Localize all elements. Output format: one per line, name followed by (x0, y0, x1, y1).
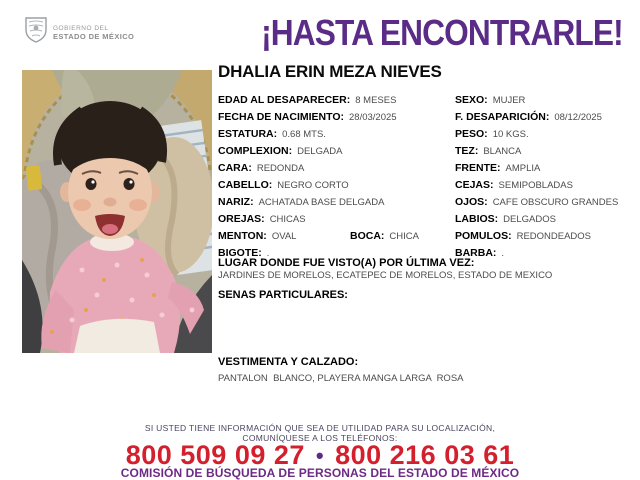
organization-name: COMISIÓN DE BÚSQUEDA DE PERSONAS DEL ESTADO DE MÉXICO (120, 466, 520, 480)
field-label: CEJAS: (455, 179, 494, 191)
field-value: NEGRO CORTO (277, 180, 349, 191)
missing-person-photo (22, 70, 212, 353)
field-label: FECHA DE NACIMIENTO: (218, 111, 344, 123)
field-row (455, 107, 622, 124)
field-label: PESO: (455, 128, 488, 140)
field-row (455, 192, 622, 209)
field-value: CHICAS (269, 214, 306, 225)
field-label: BARBA: (455, 247, 497, 259)
field-label: SEXO: (455, 94, 488, 106)
field-row (455, 141, 622, 158)
field-row (455, 90, 622, 107)
field-row (218, 90, 455, 107)
vestimenta-label: VESTIMENTA Y CALZADO: (218, 356, 359, 368)
field-row (218, 107, 455, 124)
field-value: MUJER (492, 95, 526, 106)
field-row (455, 226, 622, 243)
field-row (455, 209, 622, 226)
field-label: NARIZ: (218, 196, 254, 208)
field-label: TEZ: (455, 145, 479, 157)
field-row (455, 124, 622, 141)
vestimenta-value: PANTALON BLANCO, PLAYERA MANGA LARGA ROSA (218, 373, 464, 384)
logo-text (53, 25, 134, 41)
field-value: . (266, 248, 270, 259)
field-value: . (501, 248, 505, 259)
field-value: SEMIPOBLADAS (498, 180, 573, 191)
phone-number-2: 800 216 03 61 (335, 440, 515, 470)
field-row (455, 158, 622, 175)
phone-number-1: 800 509 09 27 (125, 440, 305, 470)
field-value: 8 MESES (355, 95, 397, 106)
field-row (218, 175, 455, 192)
field-value: REDONDA (256, 163, 305, 174)
attributes-grid (218, 90, 622, 260)
field-value: 28/03/2025 (349, 112, 397, 123)
person-name: DHALIA ERIN MEZA NIEVES (218, 62, 442, 81)
last-seen-label: LUGAR DONDE FUE VISTO(A) POR ÚLTIMA VEZ: (218, 257, 475, 269)
field-row (218, 124, 455, 141)
field-value: CAFE OBSCURO GRANDES (492, 197, 619, 208)
field-value: 10 KGS. (492, 129, 529, 140)
field-value: CHICA (389, 231, 419, 242)
last-seen-value: JARDINES DE MORELOS, ECATEPEC DE MORELOS, ESTADO DE MEXICO (218, 270, 553, 281)
field-row (455, 243, 622, 260)
field-label: COMPLEXION: (218, 145, 293, 157)
field-row (218, 209, 455, 226)
field-label: POMULOS: (455, 230, 512, 242)
field-label: EDAD AL DESAPARECER: (218, 94, 351, 106)
field-label: MENTON: (218, 230, 267, 242)
government-logo (24, 16, 134, 49)
field-label: CABELLO: (218, 179, 273, 191)
field-label: CARA: (218, 162, 252, 174)
field-label: FRENTE: (455, 162, 501, 174)
field-row (218, 192, 455, 209)
field-value: REDONDEADOS (516, 231, 592, 242)
field-label: BIGOTE: (218, 247, 262, 259)
phone-separator-dot: • (315, 443, 325, 468)
field-label: OREJAS: (218, 213, 265, 225)
field-row (455, 175, 622, 192)
field-label: BOCA: (350, 230, 385, 242)
field-boca (350, 226, 419, 244)
field-value: 0.68 MTS. (282, 129, 326, 140)
estado-de-mexico-crest-icon (24, 16, 48, 49)
poster-headline: ¡HASTA ENCONTRARLE! (261, 12, 623, 53)
logo-line2: ESTADO DE MÉXICO (53, 31, 135, 41)
field-value: DELGADA (297, 146, 343, 157)
field-row (218, 141, 455, 158)
field-row (218, 158, 455, 175)
field-row-menton-boca (218, 226, 455, 243)
senas-particulares-label: SENAS PARTICULARES: (218, 289, 348, 301)
field-label: OJOS: (455, 196, 488, 208)
field-value: 08/12/2025 (554, 112, 602, 123)
field-value: BLANCA (483, 146, 522, 157)
logo-line1: GOBIERNO DEL (53, 24, 109, 32)
contact-instructions-line2: COMUNÍQUESE A LOS TELÉFONOS: (242, 432, 398, 443)
field-label: F. DESAPARICIÓN: (455, 111, 550, 123)
field-value: DELGADOS (503, 214, 556, 225)
field-label: LABIOS: (455, 213, 499, 225)
field-label: ESTATURA: (218, 128, 278, 140)
field-value: AMPLIA (505, 163, 541, 174)
field-value: OVAL (271, 231, 297, 242)
contact-instructions-line1: SI USTED TIENE INFORMACIÓN QUE SEA DE UTILIDAD PARA SU LOCALIZACIÓN, (144, 423, 496, 433)
field-value: ACHATADA BASE DELGADA (258, 197, 385, 208)
